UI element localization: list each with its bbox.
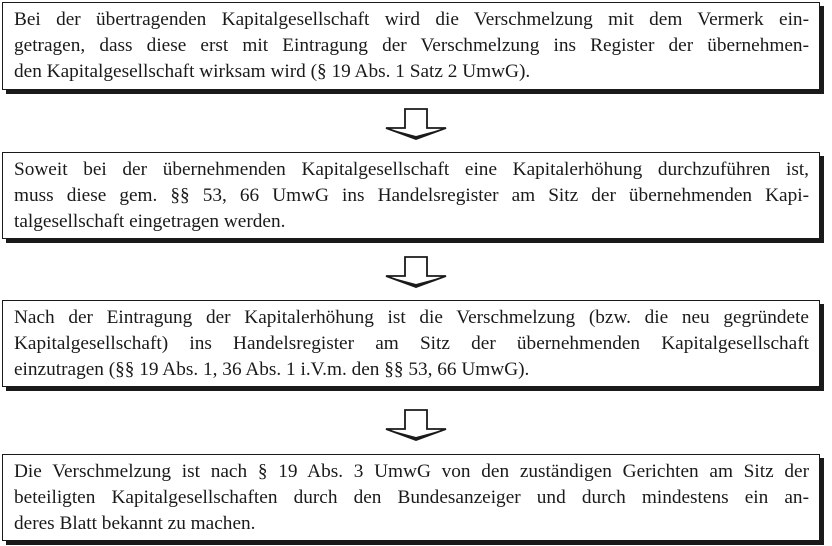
flow-step-4-line-2: beteiligten Kapitalgesellschaften durch den Bundesanzeiger und durch mindestens ein an- <box>14 487 809 508</box>
flow-step-4-line-1: Die Verschmelzung ist nach § 19 Abs. 3 UmwG von den zuständigen Gerichten am Sitz der <box>14 461 809 482</box>
flow-step-1-line-3: den Kapitalgesellschaft wirksam wird (§ 19 Abs. 1 Satz 2 UmwG). <box>14 61 531 82</box>
flow-step-2-line-3: talgesellschaft eingetragen werden. <box>14 211 286 232</box>
flow-step-4-box <box>2 454 820 541</box>
flow-step-3-line-2: Kapitalgesellschaft) ins Handelsregister am Sitz der übernehmenden Kapitalgesellschaft <box>14 333 809 354</box>
flow-step-2-line-1: Soweit bei der übernehmenden Kapitalgesellschaft eine Kapitalerhöhung durchzuführen ist, <box>14 159 809 180</box>
flow-step-1-line-1: Bei der übertragenden Kapitalgesellschaft wird die Verschmelzung mit dem Vermerk ein- <box>14 9 809 30</box>
hollow-down-arrow-icon <box>383 408 449 442</box>
flow-step-2-line-2: muss diese gem. §§ 53, 66 UmwG ins Handelsregister am Sitz der übernehmenden Kapi- <box>14 185 809 206</box>
flow-step-1-box <box>2 2 820 90</box>
flow-step-4-line-3: deres Blatt bekannt zu machen. <box>14 513 256 534</box>
hollow-down-arrow-icon <box>383 255 449 289</box>
hollow-down-arrow-icon <box>383 107 449 141</box>
flow-step-3-box <box>2 300 820 387</box>
flow-step-3-line-1: Nach der Eintragung der Kapitalerhöhung ist die Verschmelzung (bzw. die neu gegründete <box>14 307 809 328</box>
flow-step-2-box <box>2 152 820 239</box>
flow-step-3-line-3: einzutragen (§§ 19 Abs. 1, 36 Abs. 1 i.V.m. den §§ 53, 66 UmwG). <box>14 359 530 380</box>
flow-step-1-line-2: getragen, dass diese erst mit Eintragung der Verschmelzung ins Register der übernehmen- <box>14 35 809 56</box>
